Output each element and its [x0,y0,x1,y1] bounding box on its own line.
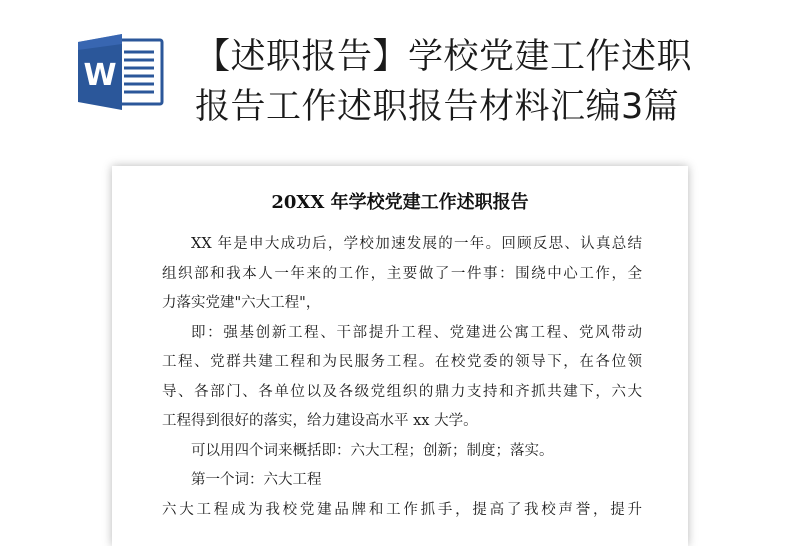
body-line: 力落实党建"六大工程"， [162,295,321,311]
body-line: 第一个词：六大工程 [191,472,322,488]
document-title: 20XX 年学校党建工作述职报告 [271,192,529,213]
body-line: 导、各部门、各单位以及各级党组织的鼎力支持和齐抓共建下，六大 [162,383,642,400]
title-line-1: 【述职报告】学校党建工作述职 [195,37,693,77]
header [0,0,800,150]
body-line: 工程得到很好的落实，给力建设高水平 xx 大学。 [162,413,478,429]
body-line: XX 年是申大成功后，学校加速发展的一年。回顾反思、认真总结 [191,236,642,252]
body-line: 六大工程成为我校党建品牌和工作抓手，提高了我校声誉，提升 [162,501,642,518]
document-body [162,230,642,525]
body-line: 组织部和我本人一年来的工作，主要做了一件事：围绕中心工作，全 [162,265,642,282]
page-title [195,32,795,132]
body-line: 工程、党群共建工程和为民服务工程。在校党委的领导下，在各位领 [162,354,642,370]
word-letter: W [83,58,117,93]
document-page [112,166,688,546]
title-line-2: 报告工作述职报告材料汇编3篇 [195,87,680,127]
body-line: 即：强基创新工程、干部提升工程、党建进公寓工程、党风带动 [191,324,642,341]
body-line: 可以用四个词来概括即：六大工程；创新；制度；落实。 [191,442,554,459]
word-document-icon [74,30,170,114]
